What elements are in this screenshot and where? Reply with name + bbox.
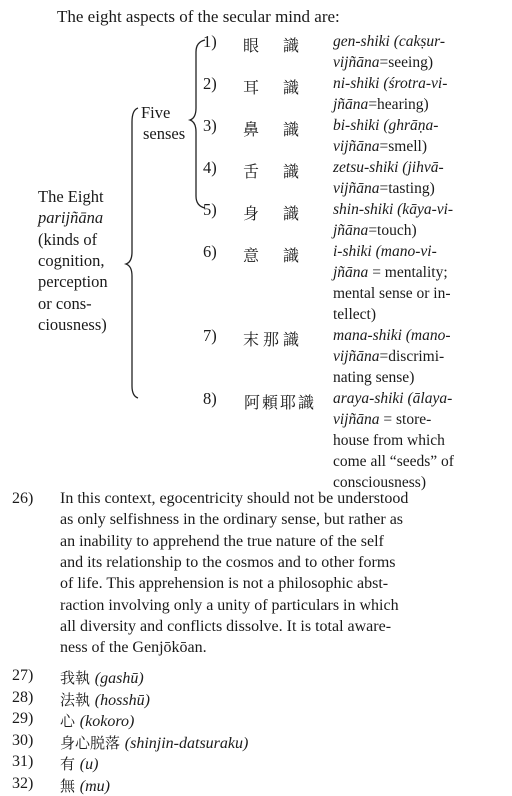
item-description-line: tellect) xyxy=(333,305,377,323)
note-entry: 法執 (hosshū) xyxy=(60,690,150,709)
item-description-line: vijñāna=tasting) xyxy=(333,179,435,197)
intro-text: The eight aspects of the secular mind are: xyxy=(57,7,340,26)
item-description-line: zetsu-shiki (jihvā- xyxy=(333,159,444,176)
note-number: 27) xyxy=(12,667,34,684)
item-description-line: mental sense or in- xyxy=(333,284,451,302)
note-entry: 身心脱落 (shinjin-datsuraku) xyxy=(60,733,249,752)
item-number: 5) xyxy=(203,200,217,219)
eight-parijnana-bracket xyxy=(126,108,138,398)
eight-label-line: cognition, xyxy=(38,250,105,270)
item-kanji: 阿頼耶識 xyxy=(244,393,317,412)
note-26-line: as only selfishness in the ordinary sense, but rather as xyxy=(60,511,404,529)
eight-label-line: parijñāna xyxy=(38,208,104,228)
eight-label-line: ciousness) xyxy=(38,314,107,334)
item-description-line: vijñāna = store- xyxy=(333,410,432,428)
item-kanji: 末那識 xyxy=(243,330,304,349)
item-kanji: 身 識 xyxy=(243,204,304,223)
item-number: 4) xyxy=(203,158,217,177)
item-description-line: i-shiki (mano-vi- xyxy=(333,243,437,260)
note-number: 26) xyxy=(12,490,34,507)
note-26-line: raction involving only a unity of particulars in which xyxy=(60,596,399,614)
item-description-line: nating sense) xyxy=(333,368,415,386)
item-number: 6) xyxy=(203,242,217,261)
item-description-line: vijñāna=discrimi- xyxy=(333,347,445,365)
item-kanji: 耳 識 xyxy=(243,78,304,97)
item-number: 2) xyxy=(203,74,217,93)
item-description-line: house from which xyxy=(333,431,445,449)
item-description-line: shin-shiki (kāya-vi- xyxy=(333,201,454,218)
item-kanji: 鼻 識 xyxy=(243,120,304,139)
item-kanji: 意 識 xyxy=(243,246,304,265)
item-number: 3) xyxy=(203,116,217,135)
eight-label-line: perception xyxy=(38,272,108,292)
item-description-line: araya-shiki (ālaya- xyxy=(333,390,453,407)
note-26-line: ness of the Genjōkōan. xyxy=(60,639,207,657)
note-26-line: all diversity and conflicts dissolve. It is total aware- xyxy=(60,617,392,635)
note-entry: 有 (u) xyxy=(60,755,99,773)
item-description-line: vijñāna=seeing) xyxy=(333,53,434,71)
note-number: 29) xyxy=(12,710,34,727)
item-description-line: come all “seeds” of xyxy=(333,452,454,470)
item-number: 1) xyxy=(203,32,217,51)
note-entry: 無 (mu) xyxy=(60,776,110,795)
note-entry: 心 (kokoro) xyxy=(60,712,135,730)
item-description-line: jñāna=touch) xyxy=(333,221,417,239)
note-number: 30) xyxy=(12,731,34,749)
item-description-line: jñāna = mentality; xyxy=(333,263,448,281)
note-number: 31) xyxy=(12,753,34,770)
item-description-line: jñāna=hearing) xyxy=(333,95,429,113)
eight-label-line: (kinds of xyxy=(38,229,98,249)
item-description-line: gen-shiki (cakṣur- xyxy=(333,33,446,50)
item-description-line: vijñāna=smell) xyxy=(333,137,427,155)
five-label-line: Five xyxy=(141,103,171,122)
note-26-line: and its relationship to the cosmos and to other forms xyxy=(60,553,396,571)
item-number: 7) xyxy=(203,326,217,345)
item-description-line: bi-shiki (ghrāṇa- xyxy=(333,117,439,134)
note-entry: 我執 (gashū) xyxy=(60,669,144,687)
eight-label-line: The Eight xyxy=(38,187,104,206)
five-label-line: senses xyxy=(143,124,186,143)
item-description-line: mana-shiki (mano- xyxy=(333,327,451,344)
note-26-line: an inability to apprehend the true nature of the self xyxy=(60,532,384,550)
note-26-line: In this context, egocentricity should not be understood xyxy=(60,490,409,507)
note-26-line: of life. This apprehension is not a philosophic abst- xyxy=(60,575,389,593)
item-kanji: 眼 識 xyxy=(243,36,304,55)
eight-label-line: or cons- xyxy=(38,293,92,313)
item-description-line: consciousness) xyxy=(333,473,426,491)
item-number: 8) xyxy=(203,389,217,408)
item-description-line: ni-shiki (śrotra-vi- xyxy=(333,75,448,92)
note-number: 28) xyxy=(12,688,34,706)
note-number: 32) xyxy=(12,774,34,792)
item-kanji: 舌 識 xyxy=(243,162,304,181)
